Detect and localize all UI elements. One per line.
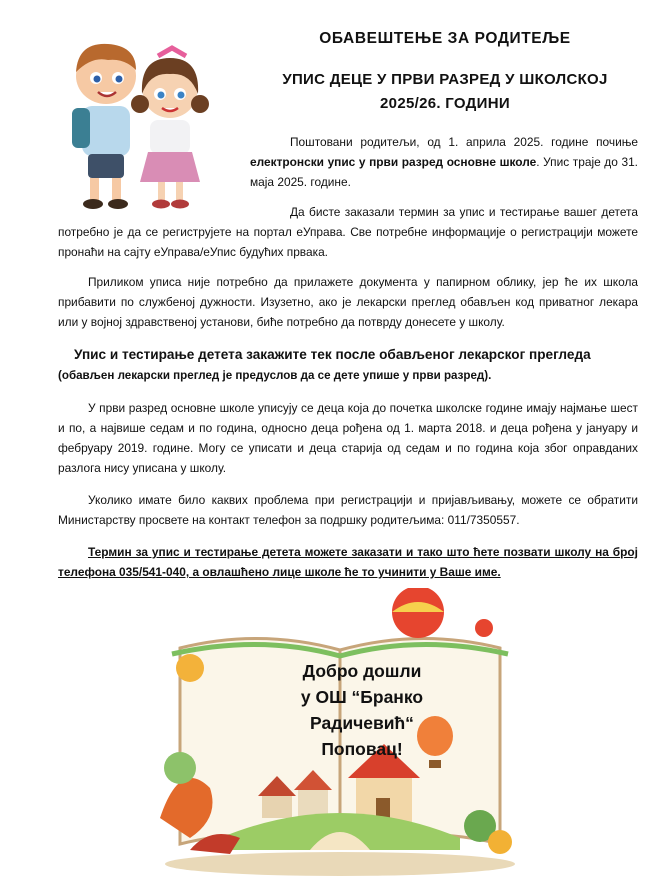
p2-text: Да бисте заказали термин за упис и тестирање вашег детета потребно је да се региструјете на портал еУправа. Све потребне информације о регистрацији можете пронаћи на сајту еУправа/еУпис будућих првака. — [58, 205, 638, 259]
school-children-illustration — [58, 34, 218, 214]
notice-line-1: Упис и тестирање детета закажите тек после обављеног лекарског прегледа — [74, 347, 591, 362]
p1-text-b: . Упис траје до 31. маја 2025. године. — [250, 155, 638, 189]
p1-bold: електронски упис у први разред основне школе — [250, 155, 537, 169]
subtitle-line-1: УПИС ДЕЦЕ У ПРВИ РАЗРЕД У ШКОЛСКОЈ — [282, 71, 608, 88]
welcome-line-1: Добро дошли — [302, 661, 422, 681]
medical-exam-notice — [58, 344, 638, 386]
paragraph-registration — [58, 202, 638, 262]
welcome-line-3: Поповац! — [321, 739, 403, 759]
p1-text-a: Поштовани родитељи, од 1. априла 2025. године почиње — [290, 135, 638, 149]
p5-text: Уколико имате било каквих проблема при регистрацији и пријављивању, можете се обратити Министарству просвете на контакт телефон за подршку родитељима: 011/7350557. — [58, 493, 638, 527]
subtitle-line-2: 2025/26. ГОДИНИ — [380, 95, 510, 112]
welcome-line-2: у ОШ “Бранко Радичевић“ — [300, 687, 424, 733]
p4-text: У први разред основне школе уписују се деца која до почетка школске године имају најмање шест и по, а највише седам и по година, односно деца рођена од 1. марта 2018. и деца рођена у јануару и фебруару 2019. године. Могу се уписати и деца старија од седам и по година која због оправданих разлога нису уписана у школу. — [58, 401, 638, 475]
welcome-message — [262, 658, 462, 762]
page-subtitle — [250, 68, 640, 116]
page-title: ОБАВЕШТЕЊЕ ЗА РОДИТЕЉЕ — [319, 30, 571, 47]
paragraph-documents — [58, 272, 638, 332]
notice-line-2: (обављен лекарски преглед је предуслов да се дете упише у први разред). — [58, 369, 492, 382]
paragraph-enrollment-dates — [250, 132, 638, 192]
paragraph-support-contact — [58, 490, 638, 530]
paragraph-age-requirements — [58, 398, 638, 478]
p3-text: Приликом уписа није потребно да прилажете документа у папирном облику, јер ће их школа прибавити по службеној дужности. Изузетно, ако је лекарски преглед обављен код приватног лекара или у војној здравственој установи, биће потребно да потврду донесете у школу. — [58, 275, 638, 329]
paragraph-phone-booking — [58, 542, 638, 582]
p6-text: Термин за упис и тестирање детета можете заказати и тако што ћете позвати школу на број телефона 035/541-040, а овлашћено лице школе ће то учинити у Ваше име. — [58, 545, 638, 579]
